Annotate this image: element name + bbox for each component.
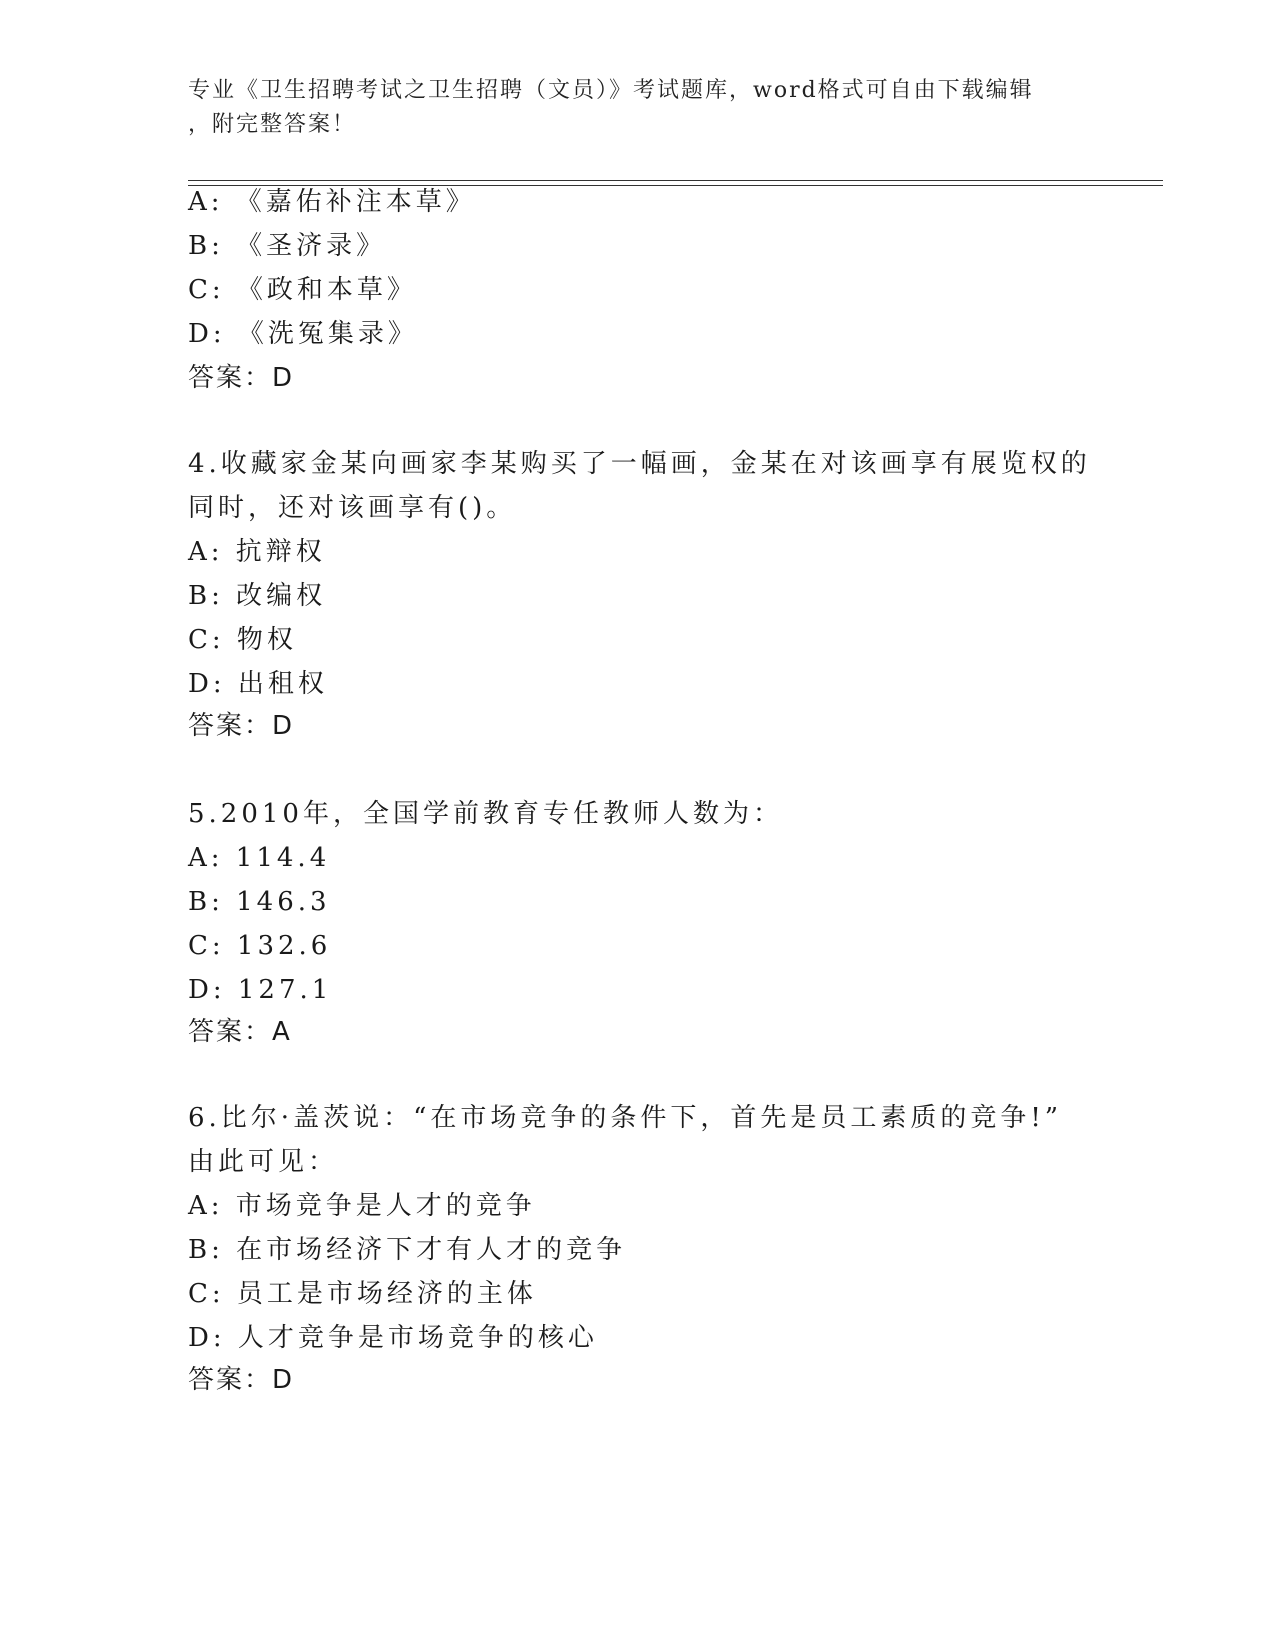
q3-option-d: D: 《洗冤集录》 (188, 319, 418, 349)
q5-answer: 答案：A (188, 1017, 292, 1047)
q4-stem-line-1: 4.收藏家金某向画家李某购买了一幅画，金某在对该画享有展览权的 (188, 449, 1091, 479)
q6-option-d: D: 人才竞争是市场竞争的核心 (188, 1323, 598, 1353)
q6-option-a: A: 市场竞争是人才的竞争 (188, 1191, 536, 1221)
q4-answer: 答案：D (188, 711, 295, 741)
header-line-1: 专业《卫生招聘考试之卫生招聘（文员）》考试题库，word格式可自由下载编辑 (188, 78, 1034, 103)
header-line-2: ，附完整答案！ (188, 112, 357, 137)
q4-option-c: C: 物权 (188, 625, 297, 655)
document-header (188, 74, 1088, 142)
q5-option-a: A: 114.4 (188, 843, 331, 873)
q5-option-d: D: 127.1 (188, 975, 333, 1005)
q6-stem-line-2: 由此可见： (188, 1147, 339, 1177)
q3-option-a: A: 《嘉佑补注本草》 (188, 187, 476, 217)
q3-option-b: B: 《圣济录》 (188, 231, 387, 261)
q5-option-b: B: 146.3 (188, 887, 331, 917)
q4-option-a: A: 抗辩权 (188, 537, 326, 567)
q6-option-c: C: 员工是市场经济的主体 (188, 1279, 537, 1309)
q3-answer: 答案：D (188, 363, 295, 393)
q6-answer: 答案：D (188, 1365, 295, 1395)
q4-option-b: B: 改编权 (188, 581, 327, 611)
q4-stem-line-2: 同时，还对该画享有()。 (188, 493, 517, 523)
q5-option-c: C: 132.6 (188, 931, 332, 961)
q3-option-c: C: 《政和本草》 (188, 275, 417, 305)
q4-option-d: D: 出租权 (188, 669, 328, 699)
q6-option-b: B: 在市场经济下才有人才的竞争 (188, 1235, 627, 1265)
q5-stem-line-1: 5.2010年，全国学前教育专任教师人数为： (188, 799, 783, 829)
q6-stem-line-1: 6.比尔·盖茨说：“在市场竞争的条件下，首先是员工素质的竞争!” (188, 1103, 1063, 1133)
